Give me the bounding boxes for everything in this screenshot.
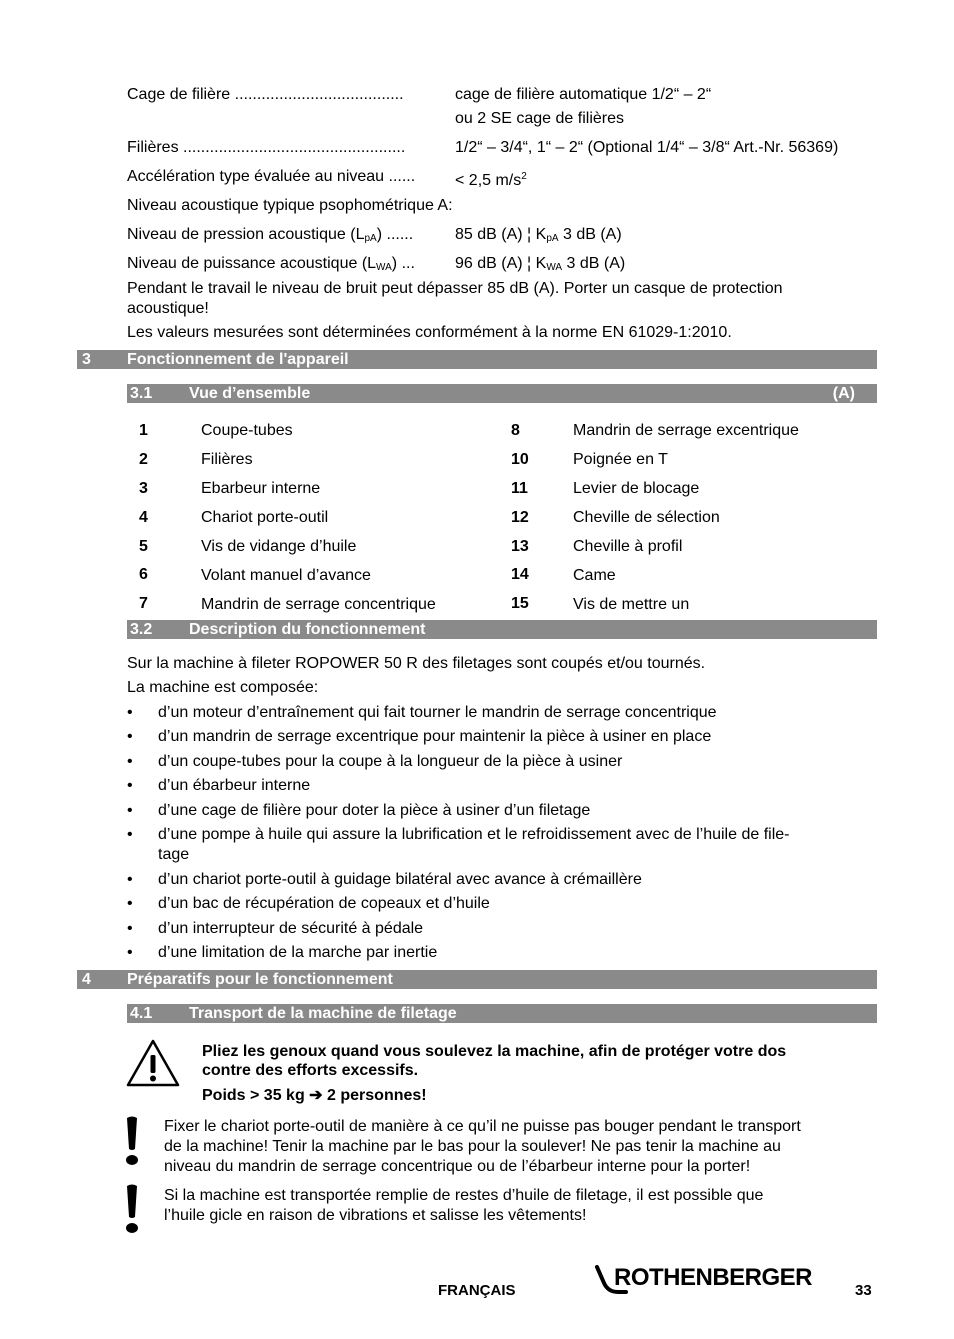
section-title: Fonctionnement de l'appareil <box>127 351 349 368</box>
list-item: d’un coupe-tubes pour la coupe à la longueur de la pièce à usiner <box>158 753 623 770</box>
section-3-2-header <box>127 620 877 639</box>
item-number: 8 <box>511 422 520 439</box>
exclamation-icon <box>122 1183 142 1235</box>
bullet-marker: • <box>127 944 133 961</box>
warning-triangle-icon <box>125 1038 181 1088</box>
warning-text-line1: Pliez les genoux quand vous soulevez la machine, afin de protéger votre dos <box>202 1043 787 1060</box>
note1-line1: Fixer le chariot porte-outil de manière à ce qu’il ne puisse pas bouger pendant le transport <box>164 1118 801 1135</box>
item-label: Levier de blocage <box>573 480 700 497</box>
item-number: 5 <box>139 538 148 555</box>
spec-value-dies: 1/2“ – 3/4“, 1“ – 2“ (Optional 1/4“ – 3/8“ Art.-Nr. 56369) <box>455 139 839 156</box>
spec-label-noise-level: Niveau acoustique typique psophométrique A: <box>127 197 453 214</box>
arrow-right-icon: ➔ <box>309 1087 323 1104</box>
item-label: Cheville de sélection <box>573 509 720 526</box>
item-label: Mandrin de serrage concentrique <box>201 596 436 613</box>
noise-note-line1: Pendant le travail le niveau de bruit peut dépasser 85 dB (A). Porter un casque de protection <box>127 280 783 297</box>
noise-note-line2: acoustique! <box>127 300 209 317</box>
bullet-marker: • <box>127 802 133 819</box>
brand-name: ROTHENBERGER <box>614 1264 813 1291</box>
item-number: 2 <box>139 451 148 468</box>
section-number: 3.2 <box>130 621 153 638</box>
exclamation-icon <box>122 1115 142 1167</box>
item-label: Poignée en T <box>573 451 668 468</box>
section-title: Description du fonctionnement <box>189 621 426 638</box>
spec-label-die-head: Cage de filière ...................................... <box>127 86 404 103</box>
spec-label-acceleration: Accélération type évaluée au niveau ...... <box>127 168 416 185</box>
item-number: 7 <box>139 595 148 612</box>
item-label: Filières <box>201 451 253 468</box>
note1-line2: de la machine! Tenir la machine par le bas pour la soulever! Ne pas tenir la machine au <box>164 1138 781 1155</box>
list-item: d’une cage de filière pour doter la pièce à usiner d’un filetage <box>158 802 591 819</box>
section-3-header <box>77 350 877 369</box>
list-item: d’une pompe à huile qui assure la lubrification et le refroidissement avec de l’huile de file- <box>158 826 790 843</box>
item-number: 3 <box>139 480 148 497</box>
brand-logo <box>594 1262 834 1298</box>
item-label: Mandrin de serrage excentrique <box>573 422 799 439</box>
item-number: 11 <box>511 480 528 497</box>
list-item: d’un moteur d’entraînement qui fait tourner le mandrin de serrage concentrique <box>158 704 717 721</box>
item-number: 10 <box>511 451 529 468</box>
section-title: Vue d’ensemble <box>189 385 311 402</box>
item-number: 14 <box>511 566 529 583</box>
item-number: 12 <box>511 509 529 526</box>
item-number: 4 <box>139 509 148 526</box>
spec-value-pressure: 85 dB (A) ¦ $K_{pA}$ 3 dB (A) <box>455 226 622 244</box>
bullet-marker: • <box>127 920 133 937</box>
list-item: d’un chariot porte-outil à guidage bilatéral avec avance à crémaillère <box>158 871 642 888</box>
desc-intro-1: Sur la machine à fileter ROPOWER 50 R des filetages sont coupés et/ou tournés. <box>127 655 706 672</box>
section-title: Transport de la machine de filetage <box>189 1005 457 1022</box>
list-item: d’une limitation de la marche par inertie <box>158 944 438 961</box>
item-label: Ebarbeur interne <box>201 480 321 497</box>
spec-value-die-head: cage de filière automatique 1/2“ – 2“ <box>455 86 712 103</box>
section-number: 3 <box>82 351 91 368</box>
note2-line1: Si la machine est transportée remplie de restes d’huile de filetage, il est possible que <box>164 1187 764 1204</box>
spec-value-power: 96 dB (A) ¦ $K_{WA}$ 3 dB (A) <box>455 255 626 273</box>
item-label: Chariot porte-outil <box>201 509 329 526</box>
item-label: Came <box>573 567 616 584</box>
spec-label-power: Niveau de puissance acoustique $(L_{WA})$ ... <box>127 255 415 273</box>
list-item-continuation: tage <box>158 846 190 863</box>
footer-language: FRANÇAIS <box>438 1282 516 1299</box>
section-title: Préparatifs pour le fonctionnement <box>127 971 393 988</box>
desc-intro-2: La machine est composée: <box>127 679 319 696</box>
weight-warning: Poids > 35 kg ➔ 2 personnes! <box>202 1087 427 1104</box>
note2-line2: l’huile gicle en raison de vibrations et salisse les vêtements! <box>164 1207 587 1224</box>
list-item: d’un bac de récupération de copeaux et d’huile <box>158 895 490 912</box>
spec-label-dies: Filières .................................................. <box>127 139 406 156</box>
item-label: Vis de mettre un <box>573 596 690 613</box>
bullet-marker: • <box>127 777 133 794</box>
section-number: 4.1 <box>130 1005 153 1022</box>
item-label: Cheville à profil <box>573 538 683 555</box>
spec-label-pressure: Niveau de pression acoustique $(L_{pA})$ ...... <box>127 226 414 244</box>
section-3-1-header <box>127 384 877 403</box>
section-number: 3.1 <box>130 385 153 402</box>
section-4-1-header <box>127 1004 877 1023</box>
item-label: Coupe-tubes <box>201 422 293 439</box>
figure-ref: (A) <box>832 385 855 402</box>
list-item: d’un mandrin de serrage excentrique pour maintenir la pièce à usiner en place <box>158 728 712 745</box>
item-label: Volant manuel d’avance <box>201 567 371 584</box>
item-label: Vis de vidange d’huile <box>201 538 357 555</box>
norm-note: Les valeurs mesurées sont déterminées conformément à la norme EN 61029-1:2010. <box>127 324 732 341</box>
spec-value-die-head-2: ou 2 SE cage de filières <box>455 110 624 127</box>
list-item: d’un ébarbeur interne <box>158 777 311 794</box>
warning-text-line2: contre des efforts excessifs. <box>202 1062 419 1079</box>
item-number: 1 <box>139 422 148 439</box>
note1-line3: niveau du mandrin de serrage concentrique ou de l’ébarbeur interne pour la porter! <box>164 1158 751 1175</box>
bullet-marker: • <box>127 871 133 888</box>
bullet-marker: • <box>127 728 133 745</box>
bullet-marker: • <box>127 826 133 843</box>
item-number: 15 <box>511 595 529 612</box>
section-4-header <box>77 970 877 989</box>
item-number: 6 <box>139 566 148 583</box>
bullet-marker: • <box>127 704 133 721</box>
bullet-marker: • <box>127 753 133 770</box>
list-item: d’un interrupteur de sécurité à pédale <box>158 920 424 937</box>
spec-value-acceleration: < 2,5 $m/s^2$ <box>455 171 527 189</box>
item-number: 13 <box>511 538 529 555</box>
section-number: 4 <box>82 971 91 988</box>
bullet-marker: • <box>127 895 133 912</box>
page-number: 33 <box>855 1282 872 1299</box>
